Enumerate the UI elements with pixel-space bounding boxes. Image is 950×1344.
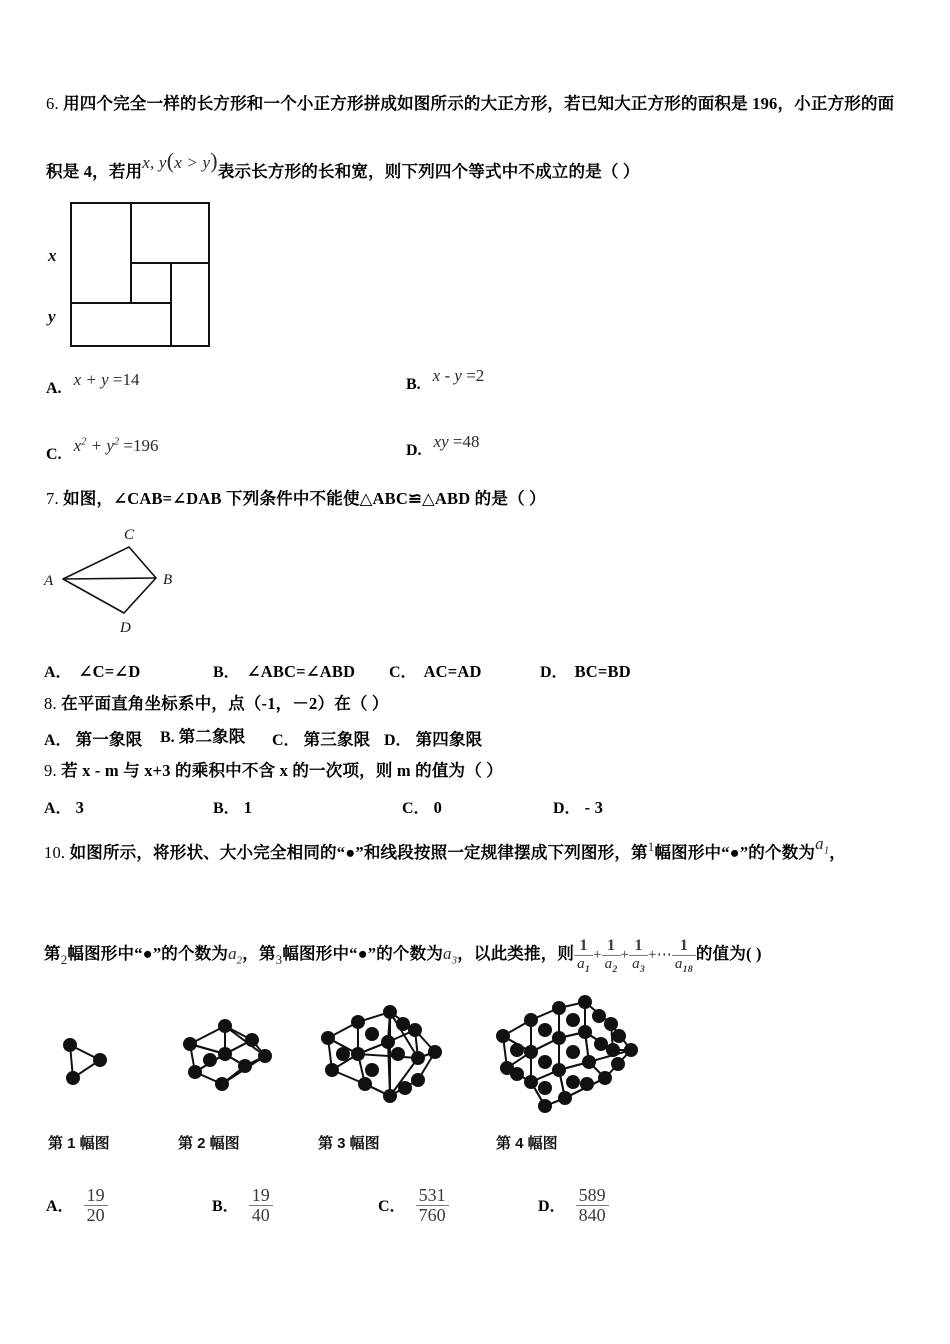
sum-operator-1: + [592, 947, 602, 964]
question-6-option-b[interactable] [406, 366, 485, 394]
question-10-var-a3: $a_3$ [443, 944, 458, 967]
question-8-option-b[interactable] [160, 727, 245, 748]
option-c-fraction: $\frac{531}{760}$ [416, 1186, 449, 1225]
dot-figure-3 [310, 996, 470, 1118]
question-8-text: 在平面直角坐标系中，点（-1，－2）在（ ） [61, 694, 389, 713]
option-d-text: xy =48 [433, 432, 480, 451]
option-a-letter: A． [44, 664, 72, 681]
vertex-label-b: B [163, 572, 173, 588]
option-d-text: BC=BD [574, 662, 631, 681]
label-x: x [48, 246, 57, 265]
question-10-text-a: 如图所示，将形状、大小完全相同的“●”和线段按照一定规律摆成下列图形，第 [69, 843, 648, 862]
option-b-letter: B． [213, 664, 240, 681]
option-b-text: 1 [243, 798, 253, 817]
question-10-text-b: 幅图形中“●”的个数为 [654, 843, 816, 862]
dot-figure-2 [170, 1004, 300, 1114]
option-c-letter: C． [402, 800, 430, 817]
option-d-text: - 3 [584, 798, 604, 817]
question-10-l2-b: 幅图形中“●”的个数为 [67, 944, 229, 964]
question-7-line-1 [46, 489, 546, 510]
dot-figure-3-dots [321, 1005, 442, 1103]
kite-abcd-figure [30, 522, 210, 634]
option-d-fraction: $\frac{589}{840}$ [576, 1186, 609, 1225]
question-10-var-a1: $a_1$ [815, 834, 830, 857]
sum-operator-2: + [620, 947, 630, 964]
option-b-fraction: $\frac{19}{40}$ [249, 1186, 273, 1225]
question-7-option-b[interactable] [213, 659, 355, 683]
rect-top-right [130, 202, 210, 264]
option-a-text: x + y =14 [73, 370, 140, 389]
rect-top-left [70, 202, 132, 304]
sum-operator-3: +⋯ [648, 947, 672, 964]
question-10-option-a[interactable] [46, 1186, 108, 1225]
question-7-option-c[interactable] [389, 659, 482, 683]
question-10-number: 10. [44, 843, 66, 862]
question-10-l2-f: 的值为( ) [695, 944, 762, 964]
question-10-var-a2: $a_2$ [228, 944, 243, 967]
option-a-text: 第一象限 [75, 730, 143, 749]
sum-term-1: $\frac{1}{a_1}$ [574, 938, 593, 976]
question-6-text-line-2a: 积是 4，若用 [46, 162, 143, 181]
inner-small-square [130, 262, 172, 304]
option-d-letter: D. [406, 442, 422, 459]
question-6-text-line-2b: 表示长方形的长和宽，则下列四个等式中不成立的是（ ） [217, 162, 640, 181]
sum-term-3: $\frac{1}{a_3}$ [629, 938, 648, 976]
question-10-text-end: ， [829, 843, 846, 862]
question-8-option-d[interactable] [384, 727, 482, 751]
option-d-letter: D． [538, 1198, 566, 1216]
option-c-letter: C． [272, 732, 300, 749]
question-10-l2-e: ，以此类推，则 [457, 944, 575, 964]
sum-term-last: $\frac{1}{a_{18}}$ [672, 938, 696, 976]
option-a-text: 3 [75, 798, 85, 817]
question-8-option-c[interactable] [272, 727, 370, 751]
question-6-inline-math: x, y(x > y) [142, 148, 218, 173]
question-9-line-1 [44, 761, 503, 782]
question-9-option-c[interactable] [402, 795, 442, 819]
question-6-line-1 [46, 94, 894, 115]
option-d-letter: D． [384, 732, 412, 749]
option-d-letter: D． [553, 800, 581, 817]
option-d-text: 第四象限 [415, 730, 483, 749]
question-6-text-line-1: 用四个完全一样的长方形和一个小正方形拼成如图所示的大正方形，若已知大正方形的面积是 196，小正方形的面 [63, 94, 895, 113]
kite-edges [63, 547, 156, 613]
vertex-label-a: A [44, 573, 54, 589]
rect-bottom-left [70, 302, 172, 347]
option-b-letter: B. [406, 376, 421, 393]
question-9-option-b[interactable] [213, 795, 252, 819]
dot-figure-1 [45, 1020, 165, 1110]
figure-caption-1: 第 1 幅图 [48, 1135, 110, 1152]
rect-bottom-right [170, 262, 210, 347]
option-a-text: ∠C=∠D [78, 662, 141, 681]
question-10-l2-a: 第 [44, 944, 61, 964]
question-10-line-1 [44, 834, 846, 867]
question-6-line-2 [46, 148, 640, 184]
figure-caption-2: 第 2 幅图 [178, 1135, 240, 1152]
option-b-letter: B. [160, 729, 175, 746]
vertex-label-c: C [124, 527, 135, 543]
option-c-text: 0 [433, 798, 443, 817]
sum-term-2: $\frac{1}{a_2}$ [602, 938, 621, 976]
vertex-label-d: D [120, 620, 131, 634]
question-10-option-d[interactable] [538, 1186, 609, 1225]
option-c-text: AC=AD [423, 662, 482, 681]
question-9-option-a[interactable] [44, 795, 84, 819]
question-9-text: 若 x - m 与 x+3 的乘积中不含 x 的一次项，则 m 的值为（ ） [61, 761, 503, 780]
option-c-text: 第三象限 [303, 730, 371, 749]
option-c-letter: C. [46, 446, 62, 463]
option-b-letter: B． [212, 1198, 239, 1216]
question-8-option-a[interactable] [44, 727, 142, 751]
option-a-letter: A． [44, 800, 72, 817]
question-7-text: 如图，∠CAB=∠DAB 下列条件中不能使△ABC≌△ABD 的是（ ） [63, 489, 546, 508]
question-10-line-2 [44, 938, 762, 976]
option-c-text: $x^2 + y^2 =196$ [73, 436, 159, 455]
dot-figure-2-dots [183, 1019, 272, 1091]
question-9-number: 9. [44, 761, 57, 780]
question-10-sup-1: 1 [647, 839, 655, 854]
label-y: y [48, 307, 56, 326]
question-6-number: 6. [46, 94, 59, 113]
dot-figure-4-dots [496, 995, 638, 1113]
question-10-option-b[interactable] [212, 1186, 273, 1225]
question-7-option-d[interactable] [540, 659, 631, 683]
option-a-letter: A. [46, 380, 62, 397]
question-6-option-a[interactable] [46, 370, 140, 398]
dot-figure-4 [485, 992, 660, 1122]
option-d-letter: D． [540, 664, 568, 681]
figure-caption-4: 第 4 幅图 [496, 1135, 558, 1152]
kite-outline [63, 547, 156, 613]
dot-figure-1-dots [63, 1038, 107, 1085]
option-a-letter: A． [44, 732, 72, 749]
option-a-letter: A． [46, 1198, 74, 1216]
option-b-text: 第二象限 [178, 727, 246, 746]
question-8-line-1 [44, 694, 389, 715]
option-b-text: x - y =2 [432, 366, 485, 385]
option-b-text: ∠ABC=∠ABD [246, 662, 356, 681]
question-7-option-a[interactable] [44, 659, 140, 683]
question-10-l2-d: 幅图形中“●”的个数为 [282, 944, 444, 964]
question-6-option-d[interactable] [406, 432, 480, 460]
question-8-number: 8. [44, 694, 57, 713]
segment-AB [63, 578, 156, 579]
option-c-letter: C． [389, 664, 417, 681]
option-b-letter: B． [213, 800, 240, 817]
question-6-option-c[interactable] [46, 436, 159, 464]
figure-caption-3: 第 3 幅图 [318, 1135, 380, 1152]
pinwheel-square-figure [48, 202, 210, 347]
question-10-sub-3: 3 [275, 952, 283, 968]
question-10-option-c[interactable] [378, 1186, 449, 1225]
question-7-number: 7. [46, 489, 59, 508]
option-a-fraction: $\frac{19}{20}$ [84, 1186, 108, 1225]
option-c-letter: C． [378, 1198, 406, 1216]
question-10-sub-2: 2 [60, 952, 68, 968]
question-9-option-d[interactable] [553, 795, 603, 819]
question-10-l2-c: ，第 [242, 944, 276, 964]
